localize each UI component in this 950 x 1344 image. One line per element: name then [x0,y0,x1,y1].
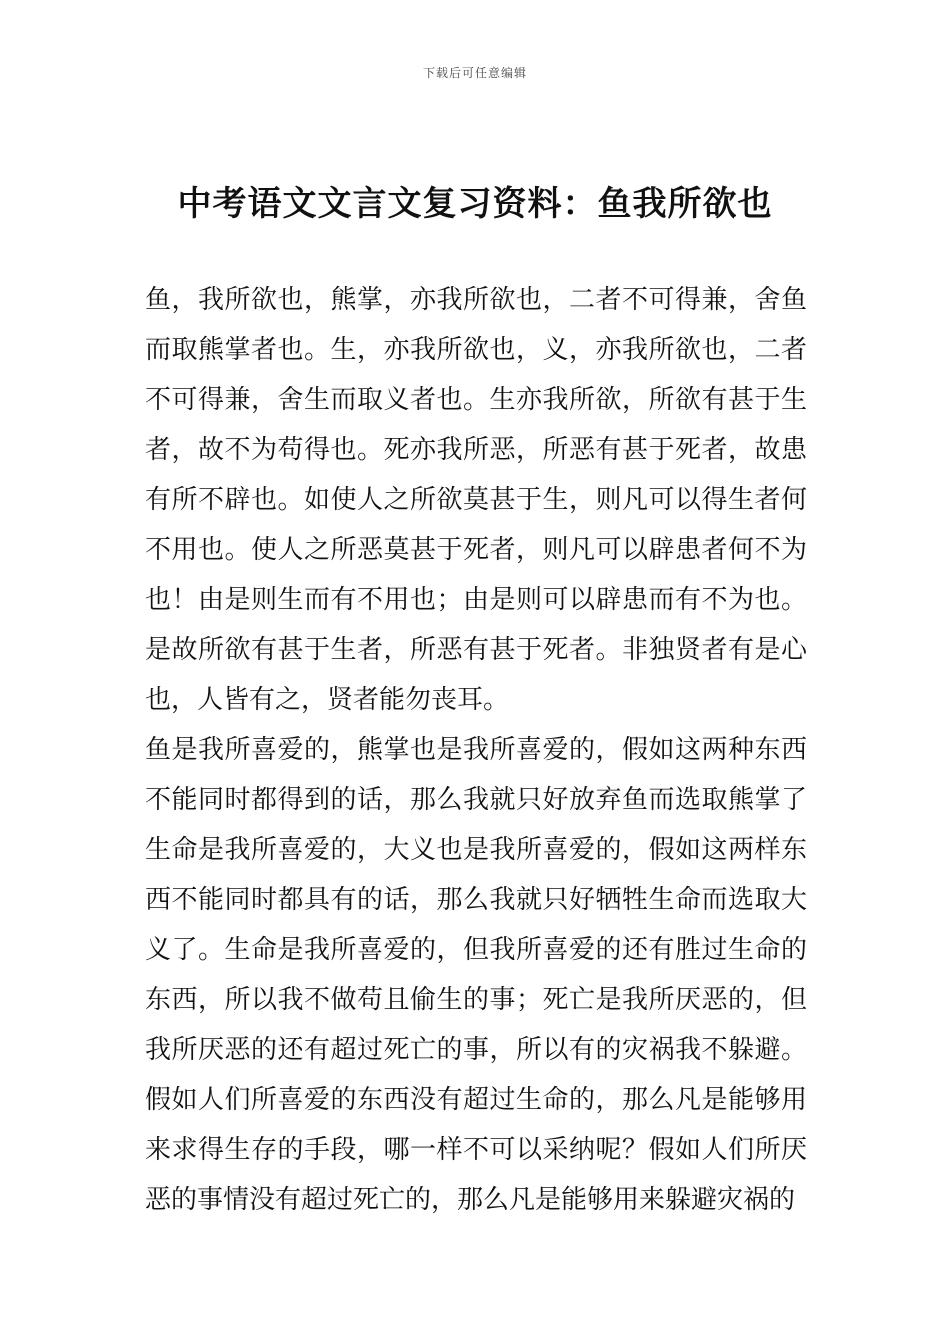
document-body [145,275,807,1225]
paragraph-translation: 鱼是我所喜爱的，熊掌也是我所喜爱的，假如这两种东西不能同时都得到的话，那么我就只好放弃鱼而选取熊掌了生命是我所喜爱的，大义也是我所喜爱的，假如这两样东西不能同时都具有的话，那么我就只好牺牲生命而选取大义了。生命是我所喜爱的，但我所喜爱的还有胜过生命的东西，所以我不做苟且偷生的事；死亡是我所厌恶的，但我所厌恶的还有超过死亡的事，所以有的灾祸我不躲避。假如人们所喜爱的东西没有超过生命的，那么凡是能够用来求得生存的手段，哪一样不可以采纳呢？假如人们所厌恶的事情没有超过死亡的，那么凡是能够用来躲避灾祸的 [145,735,807,1215]
header-note: 下载后可任意编辑 [422,66,527,80]
document-title: 中考语文文言文复习资料：鱼我所欲也 [177,184,773,224]
paragraph-original-text: 鱼，我所欲也，熊掌，亦我所欲也，二者不可得兼，舍鱼而取熊掌者也。生，亦我所欲也，义，亦我所欲也，二者不可得兼，舍生而取义者也。生亦我所欲，所欲有甚于生者，故不为苟得也。死亦我所恶，所恶有甚于死者，故患有所不辟也。如使人之所欲莫甚于生，则凡可以得生者何不用也。使人之所恶莫甚于死者，则凡可以辟患者何不为也！由是则生而有不用也；由是则可以辟患而有不为也。是故所欲有甚于生者，所恶有甚于死者。非独贤者有是心也，人皆有之，贤者能勿丧耳。 [145,285,807,715]
